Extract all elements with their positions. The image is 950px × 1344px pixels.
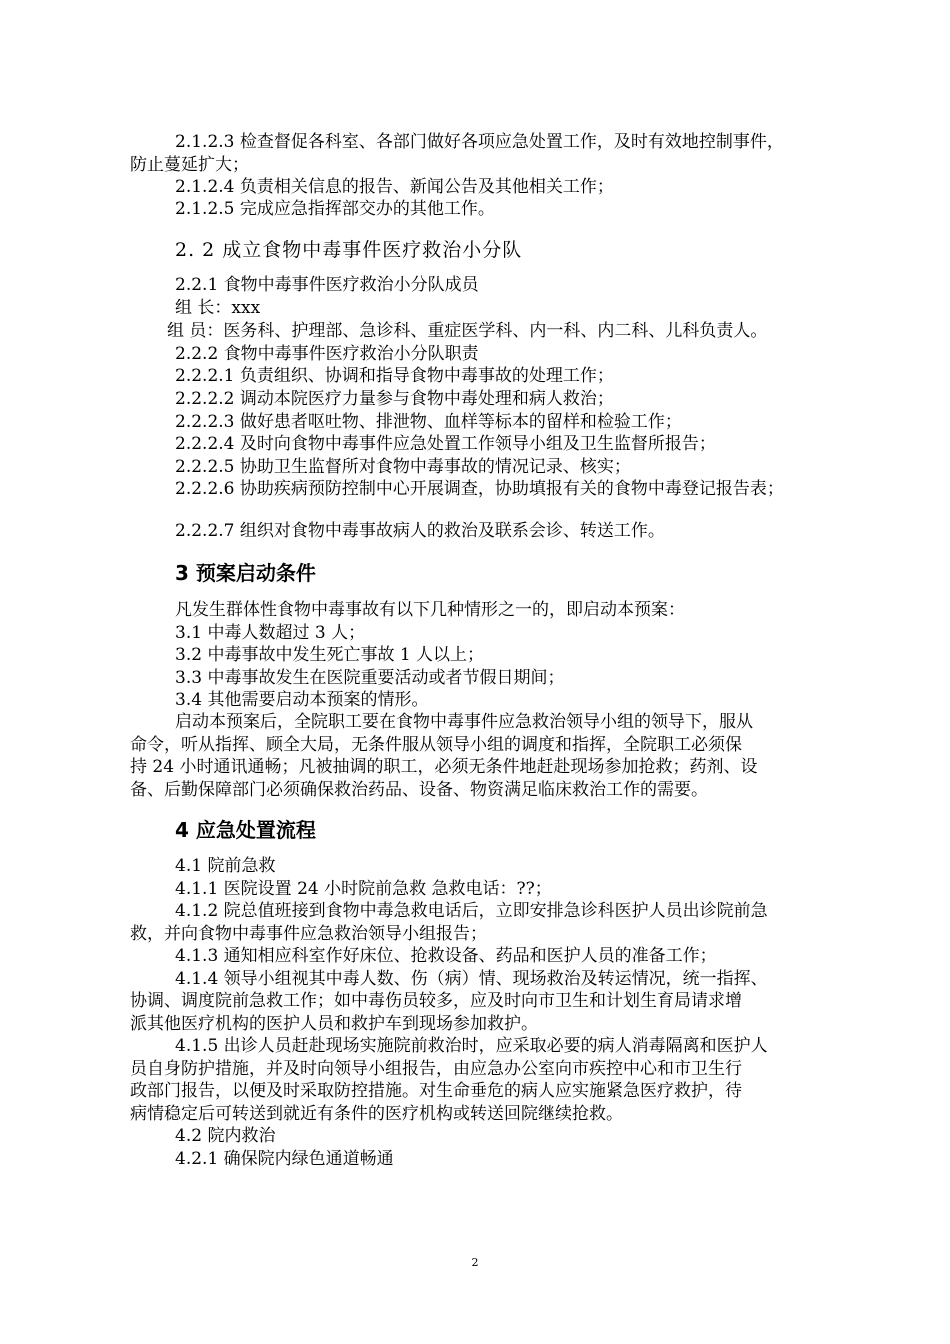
section-heading: 2. 2 成立食物中毒事件医疗救治小分队 xyxy=(175,239,523,261)
text-line: 4.1.5 出诊人员赶赴现场实施院前救治时，应采取必要的病人消毒隔离和医护人 xyxy=(175,1036,768,1056)
text-line: 2.1.2.5 完成应急指挥部交办的其他工作。 xyxy=(175,199,495,219)
text-line: 2.2.2.3 做好患者呕吐物、排泄物、血样等标本的留样和检验工作； xyxy=(175,412,682,432)
text-line: 2.2.2.1 负责组织、协调和指导食物中毒事故的处理工作； xyxy=(175,366,614,386)
text-line: 备、后勤保障部门必须确保救治药品、设备、物资满足临床救治工作的需要。 xyxy=(130,780,708,800)
text-line: 3.1 中毒人数超过 3 人； xyxy=(175,623,366,643)
section-heading: 3 预案启动条件 xyxy=(175,561,316,585)
text-line: 组 长：xxx xyxy=(175,298,261,318)
page-number: 2 xyxy=(471,1256,479,1269)
text-line: 3.3 中毒事故发生在医院重要活动或者节假日期间； xyxy=(175,668,565,688)
text-line: 3.4 其他需要启动本预案的情形。 xyxy=(175,690,429,710)
text-line: 救，并向食物中毒事件应急救治领导小组报告； xyxy=(130,924,487,944)
text-line: 持 24 小时通讯通畅；凡被抽调的职工，必须无条件地赶赴现场参加抢救；药剂、设 xyxy=(130,757,758,777)
text-line: 病情稳定后可转送到就近有条件的医疗机构或转送回院继续抢救。 xyxy=(130,1104,623,1124)
text-line: 2.2.2.7 组织对食物中毒事故病人的救治及联系会诊、转送工作。 xyxy=(175,521,665,541)
text-line: 4.1.2 院总值班接到食物中毒急救电话后，立即安排急诊科医护人员出诊院前急 xyxy=(175,901,768,921)
text-line: 组 员：医务科、护理部、急诊科、重症医学科、内一科、内二科、儿科负责人。 xyxy=(167,321,768,341)
text-line: 政部门报告，以便及时采取防控措施。对生命垂危的病人应实施紧急医疗救护，待 xyxy=(130,1081,742,1101)
text-line: 2.2.1 食物中毒事件医疗救治小分队成员 xyxy=(175,275,479,295)
text-line: 3.2 中毒事故中发生死亡事故 1 人以上； xyxy=(175,645,485,665)
text-line: 2.2.2 食物中毒事件医疗救治小分队职责 xyxy=(175,344,479,364)
text-line: 凡发生群体性食物中毒事故有以下几种情形之一的，即启动本预案： xyxy=(175,600,685,620)
text-line: 4.1.4 领导小组视其中毒人数、伤（病）情、现场救治及转运情况，统一指挥、 xyxy=(175,969,768,989)
text-line: 2.2.2.6 协助疾病预防控制中心开展调查，协助填报有关的食物中毒登记报告表； xyxy=(175,479,784,499)
text-line: 2.2.2.2 调动本院医疗力量参与食物中毒处理和病人救治； xyxy=(175,389,614,409)
text-line: 2.2.2.4 及时向食物中毒事件应急处置工作领导小组及卫生监督所报告； xyxy=(175,434,716,454)
text-line: 4.1 院前急救 xyxy=(175,856,276,876)
text-line: 4.1.3 通知相应科室作好床位、抢救设备、药品和医护人员的准备工作； xyxy=(175,946,717,966)
section-heading: 4 应急处置流程 xyxy=(175,818,316,842)
text-line: 命令，听从指挥、顾全大局，无条件服从领导小组的调度和指挥，全院职工必须保 xyxy=(130,735,742,755)
text-line: 协调、调度院前急救工作；如中毒伤员较多，应及时向市卫生和计划生育局请求增 xyxy=(130,991,742,1011)
text-line: 员自身防护措施，并及时向领导小组报告，由应急办公室向市疾控中心和市卫生行 xyxy=(130,1059,742,1079)
text-line: 2.1.2.3 检查督促各科室、各部门做好各项应急处置工作，及时有效地控制事件， xyxy=(175,132,784,152)
text-line: 4.2 院内救治 xyxy=(175,1126,276,1146)
text-line: 启动本预案后，全院职工要在食物中毒事件应急救治领导小组的领导下，服从 xyxy=(175,712,753,732)
text-line: 2.2.2.5 协助卫生监督所对食物中毒事故的情况记录、核实； xyxy=(175,457,631,477)
text-line: 派其他医疗机构的医护人员和救护车到现场参加救护。 xyxy=(130,1014,538,1034)
text-line: 防止蔓延扩大； xyxy=(130,155,249,175)
text-line: 4.2.1 确保院内绿色通道畅通 xyxy=(175,1149,394,1169)
text-line: 4.1.1 医院设置 24 小时院前急救 急救电话：??； xyxy=(175,879,552,899)
text-line: 2.1.2.4 负责相关信息的报告、新闻公告及其他相关工作； xyxy=(175,177,614,197)
